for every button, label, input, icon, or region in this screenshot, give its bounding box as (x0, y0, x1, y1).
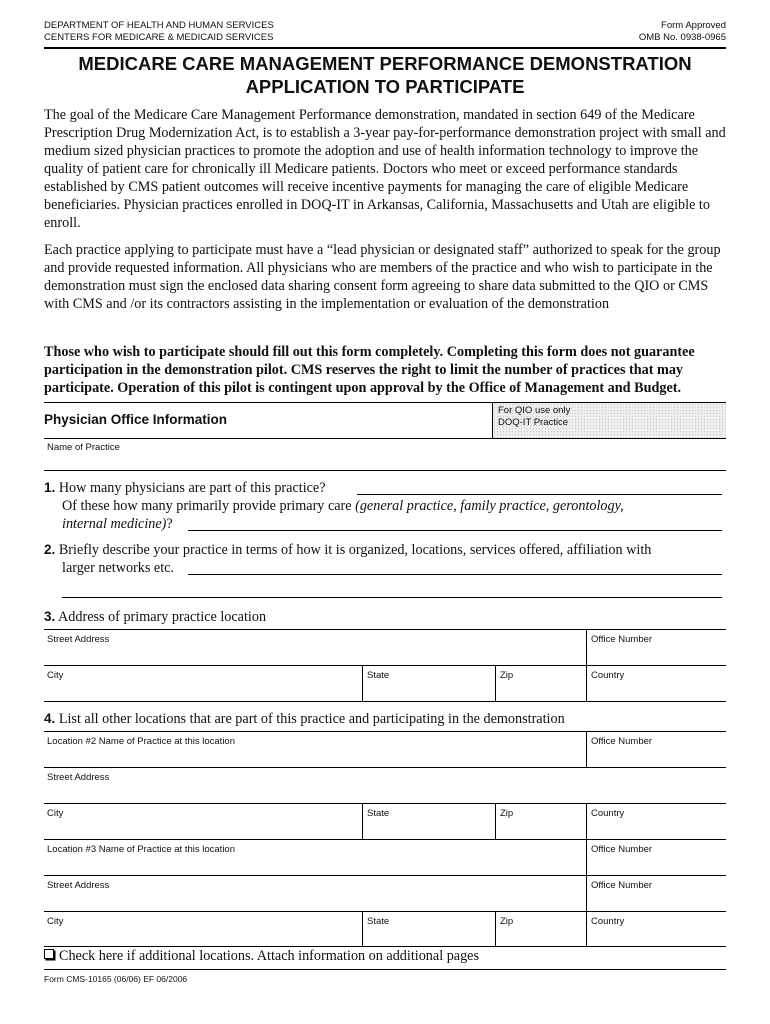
approval-block (639, 20, 726, 44)
loc2-country-field[interactable] (587, 804, 726, 839)
q3-city-label: City (47, 670, 64, 681)
loc3-street-label: Street Address (47, 880, 110, 891)
question-1-sub (62, 497, 726, 515)
loc3-country-label: Country (591, 916, 625, 927)
loc2-office-label: Office Number (591, 736, 653, 747)
loc2-street-field[interactable] (44, 768, 726, 803)
loc3-state-field[interactable] (363, 912, 494, 946)
title-line-1: MEDICARE CARE MANAGEMENT PERFORMANCE DEMONSTRATION (78, 53, 692, 74)
qio-use-label: For QIO use only (498, 405, 571, 416)
q3-country-label: Country (591, 670, 625, 681)
agency-line-1: DEPARTMENT OF HEALTH AND HUMAN SERVICES (44, 20, 274, 31)
q3-rule-bottom (44, 701, 726, 702)
q4-text: List all other locations that are part of this practice and participating in the demonstration (58, 711, 565, 727)
q3-zip-label: Zip (500, 670, 514, 681)
q3-office-field[interactable] (587, 630, 726, 665)
loc2-zip-label: Zip (500, 808, 514, 819)
form-header (44, 20, 726, 50)
intro-paragraph-2: Each practice applying to participate must have a “lead physician or designated staff” authorized to speak for the group and provide requested information. All physicians who are members of the practice and who wish to participate in the demonstration must sign the enclosed data sharing consent form agreeing to share data submitted to the QIO or CMS with CMS and /or its contractors assisting in the implementation or evaluation of the demonstration (44, 242, 721, 312)
loc3-office-label-2: Office Number (591, 880, 653, 891)
section-title: Physician Office Information (44, 412, 228, 427)
section-header (44, 402, 726, 439)
q3-state-field[interactable] (363, 666, 494, 701)
loc3-city-field[interactable] (44, 912, 361, 946)
q1-primary-care-answer-line[interactable] (188, 530, 722, 531)
additional-locations-row (44, 948, 479, 965)
title-line-2: APPLICATION TO PARTICIPATE (245, 76, 525, 97)
q3-country-field[interactable] (587, 666, 726, 701)
loc2-office-field[interactable] (587, 732, 726, 767)
q1-sub-italic-2: internal medicine) (62, 516, 167, 532)
q3-text: Address of primary practice location (58, 609, 267, 625)
question-4 (44, 710, 726, 728)
question-3 (44, 608, 726, 626)
q2-answer-line-2[interactable] (62, 597, 722, 598)
loc2-city-label: City (47, 808, 64, 819)
loc3-state-label: State (367, 916, 390, 927)
loc2-name-label: Location #2 Name of Practice at this location (47, 736, 235, 747)
q3-city-field[interactable] (44, 666, 361, 701)
loc3-office-field-2[interactable] (587, 876, 726, 911)
q1-text: How many physicians are part of this practice? (58, 480, 326, 496)
additional-locations-checkbox[interactable] (44, 949, 54, 959)
form-approved-label: Form Approved (661, 20, 726, 31)
q2-text-2: larger networks etc. (62, 560, 175, 576)
q2-text: Briefly describe your practice in terms of how it is organized, locations, services offered, affiliation with (58, 542, 652, 558)
loc2-city-field[interactable] (44, 804, 361, 839)
loc2-state-field[interactable] (363, 804, 494, 839)
q1-sub-text: Of these how many primarily provide primary care (62, 498, 352, 514)
loc3-zip-label: Zip (500, 916, 514, 927)
loc3-street-field[interactable] (44, 876, 585, 911)
loc3-name-label: Location #3 Name of Practice at this location (47, 844, 235, 855)
name-of-practice-field[interactable] (44, 440, 726, 470)
agency-block (44, 20, 274, 44)
q1-number: 1. (44, 480, 56, 495)
doqit-practice-label: DOQ-IT Practice (498, 417, 569, 428)
loc3-city-label: City (47, 916, 64, 927)
form-number: Form CMS-10165 (06/06) EF 06/2006 (44, 974, 188, 984)
loc3-office-label: Office Number (591, 844, 653, 855)
omb-number: OMB No. 0938-0965 (638, 32, 726, 43)
q3-zip-field[interactable] (496, 666, 585, 701)
loc3-name-field[interactable] (44, 840, 585, 875)
loc2-street-label: Street Address (47, 772, 110, 783)
q4-rule-7 (44, 946, 726, 947)
loc2-state-label: State (367, 808, 390, 819)
q4-number: 4. (44, 711, 56, 726)
intro-paragraph-1: The goal of the Medicare Care Management Performance demonstration, mandated in section 649 of the Medicare Prescription Drug Modernization Act, is to establish a 3-year pay-for-performance demonstration project with small and medium sized physician practices to promote the adoption and use of health information technology to improve the quality of patient care for chronically ill Medicare patients. Doctors who meet or exceed performance standards established by CMS patient outcomes will receive incentive payments for managing the care of eligible Medicare beneficiaries. Physician practices enrolled in DOQ-IT in Arkansas, California, Massachusetts and Utah are eligible to enroll. (44, 107, 726, 231)
loc2-name-field[interactable] (44, 732, 585, 767)
q3-street-field[interactable] (44, 630, 585, 665)
header-rule (44, 47, 726, 49)
question-2 (44, 541, 726, 559)
loc3-office-field[interactable] (587, 840, 726, 875)
q1-physicians-answer-line[interactable] (357, 494, 722, 495)
additional-locations-label: Check here if additional locations. Attach information on additional pages (59, 948, 479, 964)
q3-office-label: Office Number (591, 634, 653, 645)
q3-state-label: State (367, 670, 390, 681)
q1-sub-italic: (general practice, family practice, gerontology, (355, 498, 624, 514)
name-of-practice-rule (44, 470, 726, 471)
q3-number: 3. (44, 609, 56, 624)
intro-paragraph-3: Those who wish to participate should fill out this form completely. Completing this form does not guarantee participation in the demonstration pilot. CMS reserves the right to limit the number of practices that may participate. Operation of this pilot is contingent upon approval by the Office of Management and Budget. (44, 344, 695, 396)
loc3-country-field[interactable] (587, 912, 726, 946)
loc2-zip-field[interactable] (496, 804, 585, 839)
agency-line-2: CENTERS FOR MEDICARE & MEDICAID SERVICES (44, 32, 274, 43)
name-of-practice-label: Name of Practice (47, 442, 120, 453)
q2-answer-line-1[interactable] (188, 574, 722, 575)
form-title (44, 52, 726, 98)
loc2-country-label: Country (591, 808, 625, 819)
qio-use-box (492, 403, 726, 438)
loc3-zip-field[interactable] (496, 912, 585, 946)
q1-sub-end: ? (166, 516, 173, 532)
q3-street-label: Street Address (47, 634, 110, 645)
footer-rule (44, 969, 726, 970)
q2-number: 2. (44, 542, 56, 557)
